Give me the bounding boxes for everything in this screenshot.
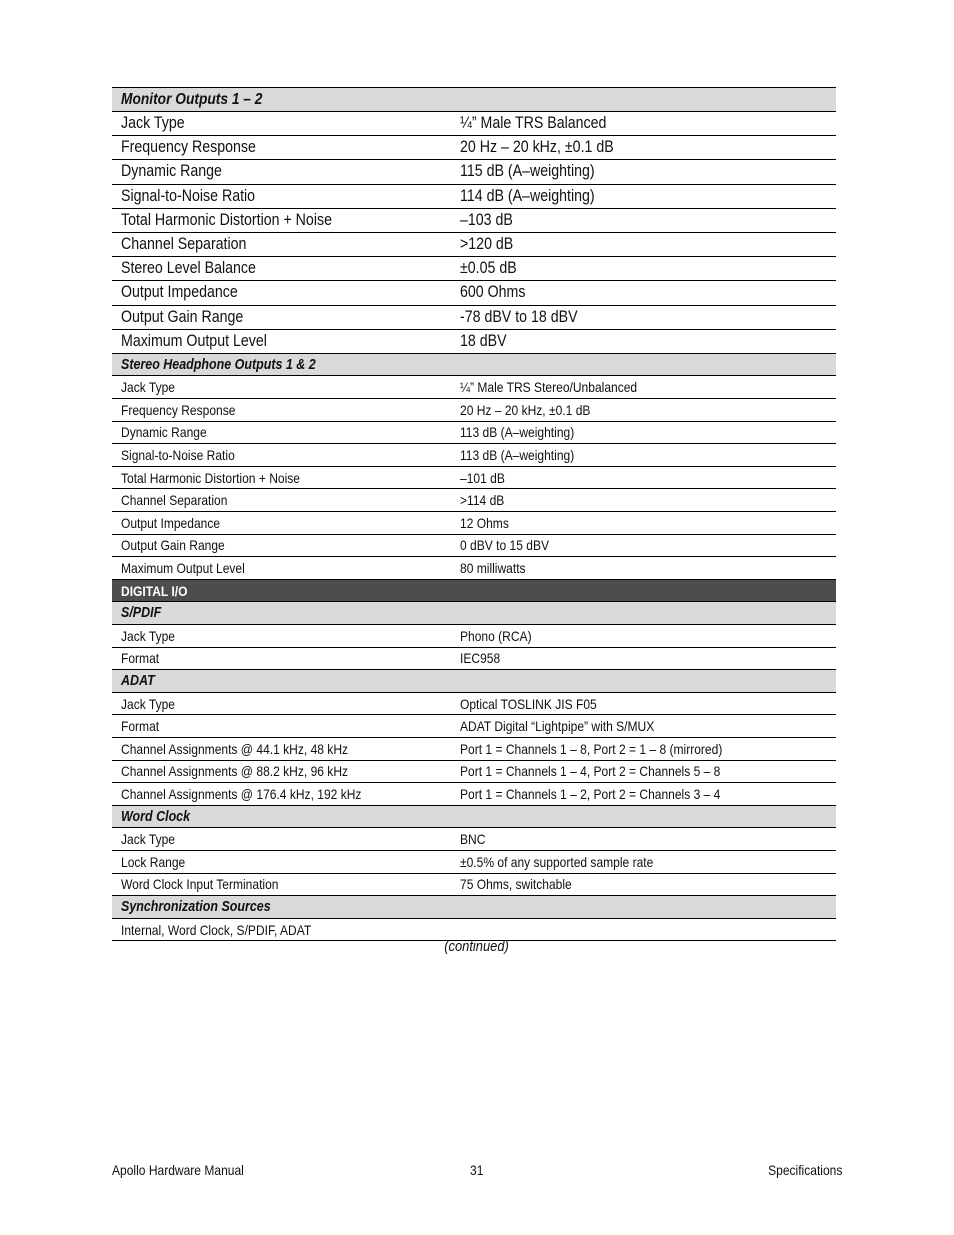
section-header <box>112 670 836 693</box>
spec-value: >120 dB <box>460 235 514 254</box>
spec-row <box>112 376 836 399</box>
section-header <box>112 88 836 112</box>
spec-value: –101 dB <box>460 469 505 486</box>
spec-label: Jack Type <box>121 114 185 133</box>
spec-value: 0 dBV to 15 dBV <box>460 537 550 554</box>
spec-value: 600 Ohms <box>460 283 526 302</box>
spec-value: 80 milliwatts <box>460 560 526 577</box>
spec-value: 114 dB (A–weighting) <box>460 186 595 205</box>
spec-row <box>112 489 836 512</box>
spec-value: 20 Hz – 20 kHz, ±0.1 dB <box>460 401 591 418</box>
spec-label: Jack Type <box>121 627 175 644</box>
section-header <box>112 354 836 377</box>
spec-value: 113 dB (A–weighting) <box>460 447 575 464</box>
spec-label: Word Clock Input Termination <box>121 876 279 893</box>
spec-label: Jack Type <box>121 379 175 396</box>
spec-row <box>112 330 836 354</box>
spec-value: 18 dBV <box>460 331 507 350</box>
spec-label: Output Impedance <box>121 514 221 531</box>
spec-row <box>112 422 836 445</box>
spec-label: Channel Assignments @ 88.2 kHz, 96 kHz <box>121 763 349 780</box>
spec-row <box>112 761 836 784</box>
spec-value: 12 Ohms <box>460 514 509 531</box>
spec-value: 75 Ohms, switchable <box>460 876 572 893</box>
spec-row <box>112 136 836 160</box>
footer-manual-title: Apollo Hardware Manual <box>112 1162 244 1178</box>
spec-row <box>112 828 836 851</box>
spec-value: >114 dB <box>460 492 505 509</box>
spec-row <box>112 233 836 257</box>
spec-label: Frequency Response <box>121 138 256 157</box>
spec-row <box>112 648 836 671</box>
footer-section-name: Specifications <box>767 1162 842 1178</box>
spec-row <box>112 783 836 806</box>
spec-value: 20 Hz – 20 kHz, ±0.1 dB <box>460 138 614 157</box>
spec-label: Internal, Word Clock, S/PDIF, ADAT <box>121 921 312 938</box>
spec-row <box>112 693 836 716</box>
spec-row <box>112 535 836 558</box>
section-header <box>112 602 836 625</box>
spec-value: Optical TOSLINK JIS F05 <box>460 695 597 712</box>
spec-table <box>112 87 836 941</box>
spec-row <box>112 444 836 467</box>
spec-row <box>112 281 836 305</box>
spec-label: Channel Separation <box>121 235 247 254</box>
spec-label: Output Gain Range <box>121 537 225 554</box>
spec-label: Jack Type <box>121 695 175 712</box>
section-title: ADAT <box>121 672 155 689</box>
spec-row <box>112 112 836 136</box>
spec-row <box>112 306 836 330</box>
spec-row <box>112 715 836 738</box>
section-title: DIGITAL I/O <box>121 582 188 599</box>
spec-row <box>112 257 836 281</box>
spec-value: IEC958 <box>460 650 501 667</box>
spec-label: Channel Assignments @ 176.4 kHz, 192 kHz <box>121 785 362 802</box>
spec-label: Signal-to-Noise Ratio <box>121 447 235 464</box>
spec-row <box>112 399 836 422</box>
spec-label: Channel Separation <box>121 492 228 509</box>
spec-row <box>112 557 836 580</box>
spec-value: Port 1 = Channels 1 – 2, Port 2 = Channels 3 – 4 <box>460 785 721 802</box>
spec-row <box>112 738 836 761</box>
spec-value: –103 dB <box>460 210 513 229</box>
spec-row <box>112 625 836 648</box>
spec-row <box>112 874 836 897</box>
spec-value: -78 dBV to 18 dBV <box>460 307 578 326</box>
spec-label: Output Gain Range <box>121 307 244 326</box>
spec-label: Format <box>121 650 160 667</box>
spec-row <box>112 512 836 535</box>
spec-row <box>112 209 836 233</box>
spec-value: Port 1 = Channels 1 – 8, Port 2 = 1 – 8 (mirrored) <box>460 740 723 757</box>
section-title: Synchronization Sources <box>121 898 271 915</box>
spec-row <box>112 467 836 490</box>
spec-value: Phono (RCA) <box>460 627 532 644</box>
spec-label: Stereo Level Balance <box>121 259 256 278</box>
spec-value: BNC <box>460 831 486 848</box>
major-section-header <box>112 580 836 603</box>
spec-label: Lock Range <box>121 853 186 870</box>
spec-value: ±0.5% of any supported sample rate <box>460 853 654 870</box>
section-title: Monitor Outputs 1 – 2 <box>121 90 263 108</box>
spec-label: Channel Assignments @ 44.1 kHz, 48 kHz <box>121 740 349 757</box>
spec-value: ¼” Male TRS Stereo/Unbalanced <box>460 379 638 396</box>
spec-label: Signal-to-Noise Ratio <box>121 186 256 205</box>
spec-row <box>112 185 836 209</box>
section-title: Word Clock <box>121 808 191 825</box>
spec-label: Dynamic Range <box>121 162 222 181</box>
spec-label: Total Harmonic Distortion + Noise <box>121 469 301 486</box>
spec-value: Port 1 = Channels 1 – 4, Port 2 = Channels 5 – 8 <box>460 763 721 780</box>
spec-value: ±0.05 dB <box>460 259 517 278</box>
section-title: Stereo Headphone Outputs 1 & 2 <box>121 356 316 373</box>
spec-label: Dynamic Range <box>121 424 207 441</box>
footer-page-number: 31 <box>470 1162 484 1178</box>
continued-note: (continued) <box>444 938 510 955</box>
section-header <box>112 806 836 829</box>
section-title: S/PDIF <box>121 605 162 622</box>
spec-label: Maximum Output Level <box>121 560 245 577</box>
spec-value: ADAT Digital “Lightpipe” with S/MUX <box>460 718 655 735</box>
spec-value: 115 dB (A–weighting) <box>460 162 595 181</box>
spec-label: Maximum Output Level <box>121 331 267 350</box>
spec-label: Format <box>121 718 160 735</box>
spec-row <box>112 160 836 184</box>
spec-label: Output Impedance <box>121 283 238 302</box>
spec-value: 113 dB (A–weighting) <box>460 424 575 441</box>
section-header <box>112 896 836 919</box>
spec-label: Frequency Response <box>121 401 236 418</box>
spec-label: Total Harmonic Distortion + Noise <box>121 210 332 229</box>
spec-value: ¼” Male TRS Balanced <box>460 114 607 133</box>
spec-label: Jack Type <box>121 831 175 848</box>
spec-row <box>112 851 836 874</box>
